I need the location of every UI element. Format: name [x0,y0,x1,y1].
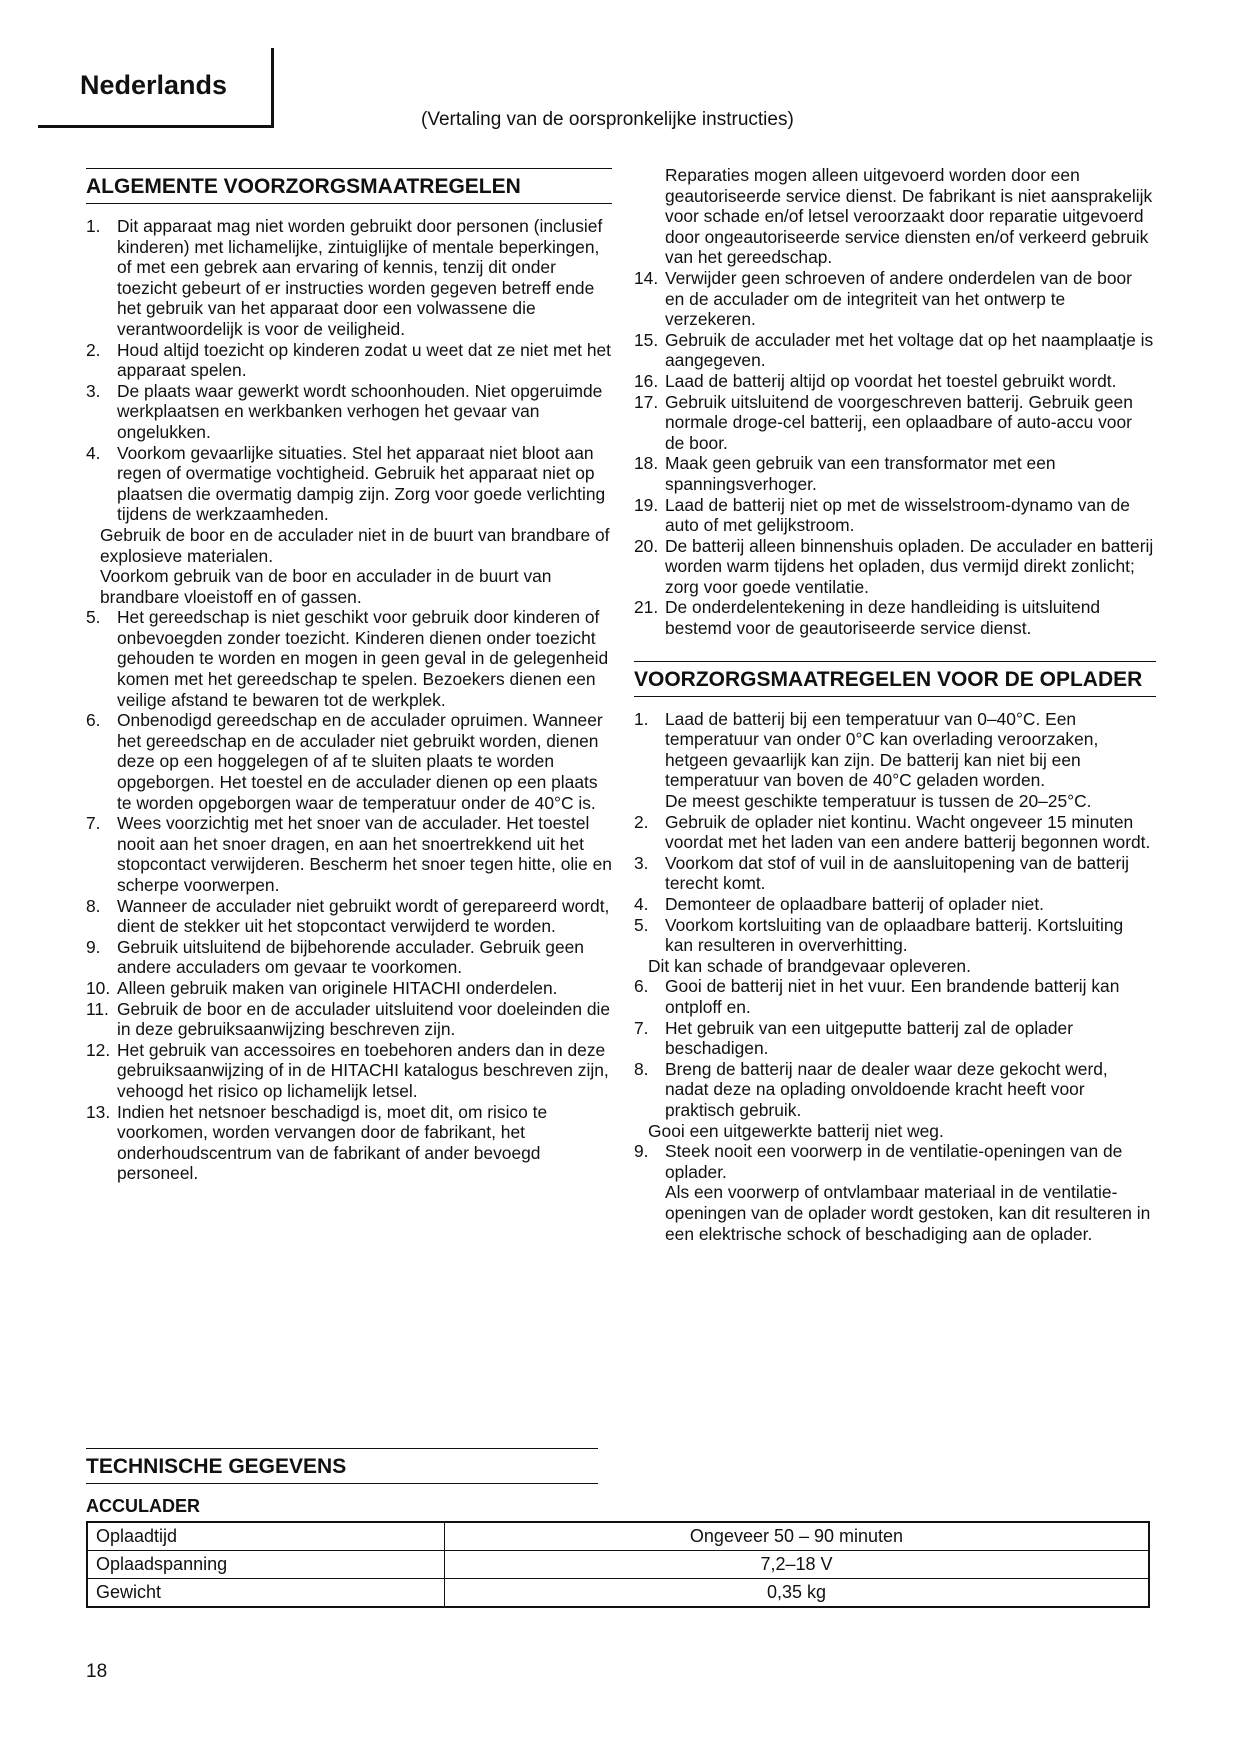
list-item: 15. Gebruik de acculader met het voltage dat op het naamplaatje is aangegeven. [634,329,1154,371]
continuation-text: Reparaties mogen alleen uitgevoerd worden door een geautoriseerde service dienst. De fabrikant is niet aansprakelijk voor schade en/of letsel veroorzaakt door reparatie uitgevoerd door ongeautoriseerde service diensten en/of verkeerd gebruik van het gereedschap. [665,165,1153,268]
translation-subtitle: (Vertaling van de oorspronkelijke instructies) [421,109,794,130]
note-text: Dit kan schade of brandgevaar opleveren. [648,955,971,976]
list-item: 16. Laad de batterij altijd op voordat het toestel gebruikt wordt. [634,370,1117,391]
list-item: 7. Wees voorzichtig met het snoer van de acculader. Het toestel nooit aan het snoer dragen, en aan het snoertrekkend uit het stopcontact verwijderen. Bescherm het snoer tegen hitte, olie en scherpe voorwerpen. [86,813,612,895]
general-items-list [86,216,612,1184]
list-item: 10. Alleen gebruik maken van originele HITACHI onderdelen. [86,977,558,998]
charger-subtitle: ACCULADER [86,1496,200,1516]
spec-label: Oplaadtijd [87,1522,445,1551]
list-item: 8. Breng de batterij naar de dealer waar deze gekocht werd, nadat deze na oplading onvoldoende kracht heeft voor praktisch gebruik. [634,1058,1108,1120]
list-item: 20. De batterij alleen binnenshuis opladen. De acculader en batterij worden warm tijdens het opladen, dus vermijd direkt zonlicht; zorg voor goede ventilatie. [634,535,1154,597]
list-item: 6. Onbenodigd gereedschap en de acculader opruimen. Wanneer het gereedschap en de acculader niet gebruikt worden, dienen deze op een hoggelegen of af te sluiten plaats te worden opgeborgen. Het toestel en de acculader dienen op een plaats te worden opgeborgen waar de temperatuur onder de 40°C is. [86,710,603,813]
technical-data-section [86,1448,1158,1608]
page-number: 18 [86,1661,108,1682]
list-item: 1. Dit apparaat mag niet worden gebruikt door personen (inclusief kinderen) met lichamelijke, zintuiglijke of mentale beperkingen, of met een gebrek aan ervaring of kennis, tenzij dit onder toezicht gebeurt of er instructies worden gegeven betreff ende het gebruik van het apparaat door een volwassene die verantwoordelijk is voor de veiligheid. [86,216,603,339]
specs-table [86,1521,1150,1608]
list-item: 3. Voorkom dat stof of vuil in de aansluitopening van de batterij terecht komt. [634,852,1130,894]
table-row [87,1522,1149,1551]
list-item: 8. Wanneer de acculader niet gebruikt wordt of gerepareerd wordt, dient de stekker uit het stopcontact verwijderd te worden. [86,895,610,937]
technical-data-title: TECHNISCHE GEGEVENS [86,1448,598,1484]
list-item: 5. Voorkom kortsluiting van de oplaadbare batterij. Kortsluiting kan resulteren in oververhitting. [634,914,1124,956]
note-text: Voorkom gebruik van de boor en acculader in de buurt van brandbare vloeistoff en of gassen. [100,566,552,607]
spec-value: 7,2–18 V [445,1551,1150,1579]
list-item: 11. Gebruik de boor en de acculader uitsluitend voor doeleinden die in deze gebruiksaanwijzing beschreven zijn. [86,998,611,1040]
continuation-text: Als een voorwerp of ontvlambaar materiaal in de ventilatie-openingen van de oplader wordt gestoken, kan dit resulteren in een elektrische schock of beschadiging aan de oplader. [665,1182,1151,1244]
note-text: Gooi een uitgewerkte batterij niet weg. [648,1120,944,1141]
list-item: 21. De onderdelentekening in deze handleiding is uitsluitend bestemd voor de geautoriseerde service dienst. [634,597,1101,639]
list-item: 18. Maak geen gebruik van een transformator met een spanningsverhoger. [634,453,1056,494]
list-item: 4. Voorkom gevaarlijke situaties. Stel het apparaat niet bloot aan regen of overmatige vochtigheid. Gebruik het apparaat niet op plaatsen die overmatig dampig zijn. Zorg voor goede verlichting tijdens de werkzaamheden. [86,442,606,525]
list-item: 4. Demonteer de oplaadbare batterij of oplader niet. [634,894,1044,914]
list-item: 1. Laad de batterij bij een temperatuur van 0–40°C. Een temperatuur van onder 0°C kan overlading veroorzaken, hetgeen gevaarlijk kan zijn. De batterij kan niet bij een temperatuur van boven de 40°C geladen worden. [634,708,1099,791]
language-label: Nederlands [80,70,228,100]
list-item: 9. Steek nooit een voorwerp in de ventilatie-openingen van de oplader. [634,1141,1123,1182]
spec-value: 0,35 kg [445,1579,1150,1608]
language-tab [38,48,274,128]
list-item: 14. Verwijder geen schroeven of andere onderdelen van de boor en de acculader om de integriteit van het ontwerp te verzekeren. [634,267,1132,330]
left-column [86,168,612,1184]
note-text: Gebruik de boor en de acculader niet in de buurt van brandbare of explosieve materialen. [100,524,610,566]
list-item: 19. Laad de batterij niet op met de wisselstroom-dynamo van de auto of met gelijkstroom. [634,494,1130,536]
table-row [87,1579,1149,1608]
right-column [634,165,1156,1244]
list-item: 12. Het gebruik van accessoires en toebehoren anders dan in deze gebruiksaanwijzing of in de HITACHI katalogus beschreven zijn, vehoogd het risico op lichamelijk letsel. [86,1039,609,1101]
general-precautions-title: ALGEMENTE VOORZORGSMAATREGELEN [86,168,612,204]
continuation-text: De meest geschikte temperatuur is tussen de 20–25°C. [665,791,1092,812]
charger-precautions-title: VOORZORGSMAATREGELEN VOOR DE OPLADER [634,661,1156,697]
list-item: 17. Gebruik uitsluitend de voorgeschreven batterij. Gebruik geen normale droge-cel batterij, een oplaadbare of auto-accu voor de boor. [634,391,1133,453]
list-item: 5. Het gereedschap is niet geschikt voor gebruik door kinderen of onbevoegden zonder toezicht. Kinderen dienen onder toezicht gehouden te worden en mogen in geen geval in de gelegenheid komen met het gereedschap te spelen. Bezoekers dienen een veilige afstand te bewaren tot de werkplek. [86,607,609,710]
spec-value: Ongeveer 50 – 90 minuten [445,1522,1150,1551]
table-row [87,1551,1149,1579]
list-item: 2. Houd altijd toezicht op kinderen zodat u weet dat ze niet met het apparaat spelen. [86,339,612,381]
list-item: 2. Gebruik de oplader niet kontinu. Wacht ongeveer 15 minuten voordat met het laden van een andere batterij begonnen wordt. [634,811,1151,853]
list-item: 3. De plaats waar gewerkt wordt schoonhouden. Niet opgeruimde werkplaatsen en werkbanken verhogen het gevaar van ongelukken. [86,380,603,442]
list-item: 7. Het gebruik van een uitgeputte batterij zal de oplader beschadigen. [634,1017,1073,1059]
list-item: 6. Gooi de batterij niet in het vuur. Een brandende batterij kan ontploff en. [634,976,1120,1017]
list-item: 13. Indien het netsnoer beschadigd is, moet dit, om risico te voorkomen, worden vervangen door de fabrikant, het onderhoudscentrum van de fabrikant of ander bevoegd personeel. [86,1101,548,1184]
list-item: 9. Gebruik uitsluitend de bijbehorende acculader. Gebruik geen andere acculaders om gevaar te voorkomen. [86,936,584,978]
spec-label: Oplaadspanning [87,1551,445,1579]
spec-label: Gewicht [87,1579,445,1608]
